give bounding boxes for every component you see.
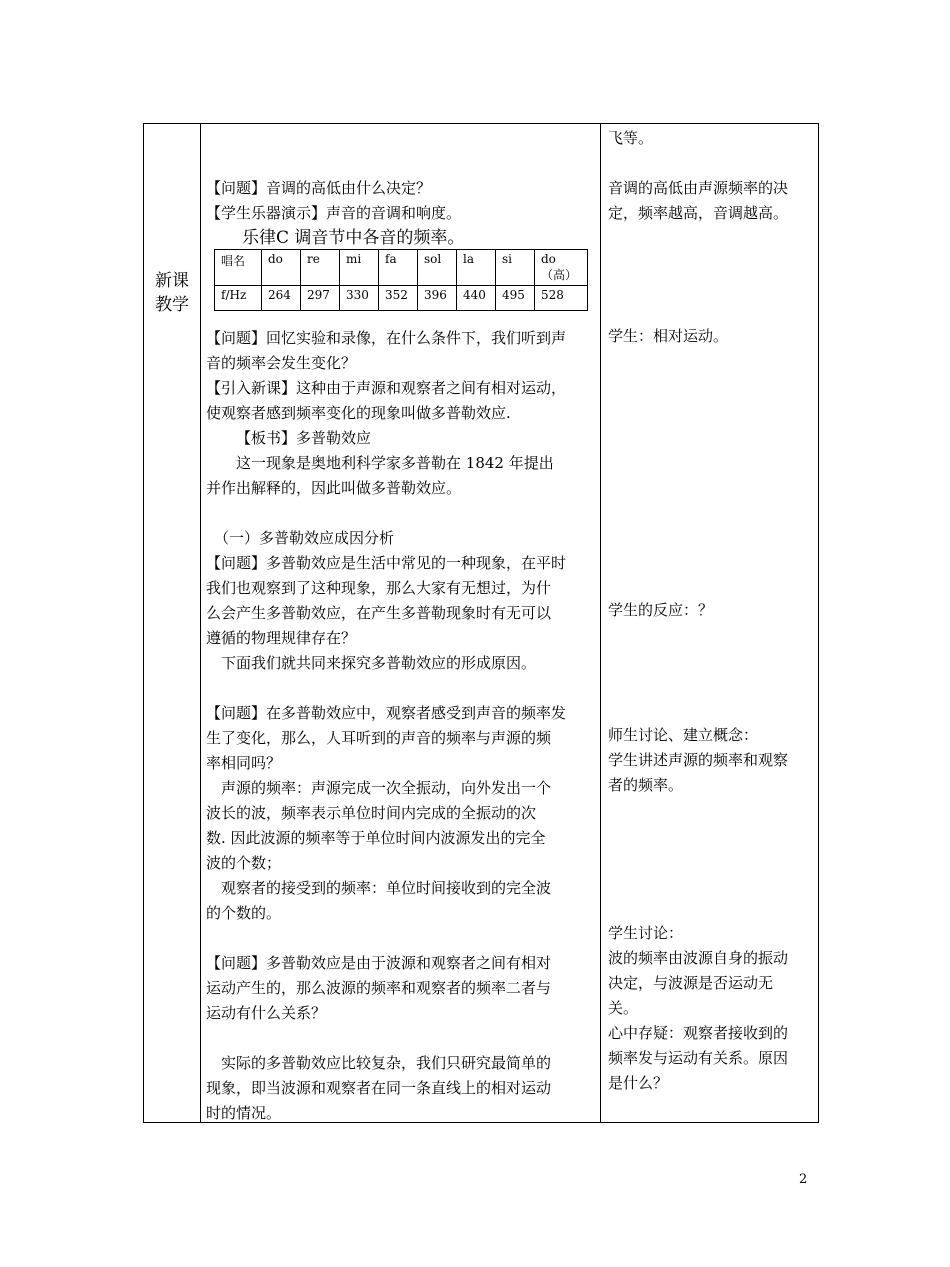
answer-pitch-line2: 定，频率越高，音调越高。 xyxy=(608,204,789,222)
table-cell: sol xyxy=(418,250,457,286)
section-label-line1: 新课 xyxy=(155,271,189,291)
board-heading: 【板书】多普勒效应 xyxy=(236,429,372,447)
student-activity-4 xyxy=(608,723,814,798)
student-discussion-line7: 是什么？ xyxy=(608,1074,669,1092)
table-cell: 唱名 xyxy=(215,250,262,286)
real-case-line1: 实际的多普勒效应比较复杂，我们只研究最简单的 xyxy=(221,1054,552,1072)
question-pitch: 【问题】音调的高低由什么决定？ xyxy=(206,179,432,197)
question-doppler-line3: 么会产生多普勒效应，在产生多普勒现象时有无可以 xyxy=(206,604,552,622)
table-cell: 297 xyxy=(301,286,340,311)
table-cell: 495 xyxy=(496,286,535,311)
question-doppler-line1: 【问题】多普勒效应是生活中常见的一种现象，在平时 xyxy=(206,554,567,572)
table-row xyxy=(215,286,588,311)
student-discussion-line5: 心中存疑：观察者接收到的 xyxy=(608,1024,789,1042)
column-divider-2 xyxy=(600,124,601,1122)
student-activity-top xyxy=(608,126,814,151)
table-cell: 440 xyxy=(457,286,496,311)
lesson-table xyxy=(143,123,819,1123)
table-cell: mi xyxy=(340,250,379,286)
student-discussion-line6: 频率发与运动有关系。原因 xyxy=(608,1049,789,1067)
real-case-line2: 现象，即当波源和观察者在同一条直线上的相对运动 xyxy=(206,1079,552,1097)
table-cell-subtext: （高） xyxy=(541,268,578,282)
table-cell-high-do xyxy=(535,250,588,286)
student-activity-2 xyxy=(608,324,814,349)
frequency-table xyxy=(214,249,588,311)
discussion-line2: 学生讲述声源的频率和观察 xyxy=(608,751,789,769)
student-activity-3 xyxy=(608,598,814,623)
table-cell: re xyxy=(301,250,340,286)
table-cell: 264 xyxy=(262,286,301,311)
table-cell: 352 xyxy=(379,286,418,311)
page-number: 2 xyxy=(799,1172,808,1187)
table-cell: 330 xyxy=(340,286,379,311)
answer-reaction: 学生的反应：？ xyxy=(608,601,714,619)
column-divider-1 xyxy=(200,124,201,1122)
history-line2: 并作出解释的，因此叫做多普勒效应。 xyxy=(206,479,462,497)
table-cell-text: do xyxy=(541,252,556,266)
source-frequency-line1: 声源的频率：声源完成一次全振动，向外发出一个 xyxy=(221,779,552,797)
activity-continued: 飞等。 xyxy=(608,129,654,147)
student-discussion-line3: 决定，与波源是否运动无 xyxy=(608,974,774,992)
observer-frequency-line2: 的个数的。 xyxy=(206,904,282,922)
discussion-line3: 者的频率。 xyxy=(608,776,684,794)
question-recall-line1: 【问题】回忆实验和录像，在什么条件下，我们听到声 xyxy=(206,329,567,347)
student-discussion-line2: 波的频率由波源自身的振动 xyxy=(608,949,789,967)
question-relation-line1: 【问题】多普勒效应是由于波源和观察者之间有相对 xyxy=(206,954,552,972)
table-cell: fa xyxy=(379,250,418,286)
discussion-line1: 师生讨论、建立概念： xyxy=(608,726,759,744)
section-heading: （一）多普勒效应成因分析 xyxy=(214,529,395,547)
question-recall-line2: 音的频率会发生变化？ xyxy=(206,354,357,372)
source-frequency-line4: 波的个数； xyxy=(206,854,282,872)
section-label xyxy=(144,269,200,317)
table-cell: 396 xyxy=(418,286,457,311)
table-cell: si xyxy=(496,250,535,286)
intro-line2: 使观察者感到频率变化的现象叫做多普勒效应. xyxy=(206,404,511,422)
question-doppler-line4: 遵循的物理规律存在？ xyxy=(206,629,357,647)
question-relation-line3: 运动有什么关系？ xyxy=(206,1004,327,1022)
question-frequency-line3: 率相同吗？ xyxy=(206,754,282,772)
teaching-content-top xyxy=(206,176,594,226)
instrument-demo: 【学生乐器演示】声音的音调和响度。 xyxy=(206,204,462,222)
table-cell: la xyxy=(457,250,496,286)
student-discussion-line4: 关。 xyxy=(608,999,639,1017)
answer-pitch-line1: 音调的高低由声源频率的决 xyxy=(608,179,789,197)
question-frequency-line2: 生了变化，那么，人耳听到的声音的频率与声源的频 xyxy=(206,729,552,747)
student-activity-5 xyxy=(608,921,814,1096)
student-discussion-line1: 学生讨论： xyxy=(608,924,684,942)
table-cell: do xyxy=(262,250,301,286)
question-relation-line2: 运动产生的，那么波源的频率和观察者的频率二者与 xyxy=(206,979,552,997)
table-cell: f/Hz xyxy=(215,286,262,311)
section-label-line2: 教学 xyxy=(155,295,189,315)
scale-title: 乐律C 调音节中各音的频率。 xyxy=(242,228,465,248)
question-frequency-line1: 【问题】在多普勒效应中，观察者感受到声音的频率发 xyxy=(206,704,567,722)
answer-relative-motion: 学生：相对运动。 xyxy=(608,327,729,345)
source-frequency-line2: 波长的波，频率表示单位时间内完成的全振动的次 xyxy=(206,804,537,822)
student-activity-1 xyxy=(608,176,814,226)
question-doppler-line2: 我们也观察到了这种现象，那么大家有无想过，为什 xyxy=(206,579,552,597)
source-frequency-line3: 数. 因此波源的频率等于单位时间内波源发出的完全 xyxy=(206,829,546,847)
table-cell: 528 xyxy=(535,286,588,311)
table-row xyxy=(215,250,588,286)
explore-line: 下面我们就共同来探究多普勒效应的形成原因。 xyxy=(221,654,537,672)
observer-frequency-line1: 观察者的接受到的频率：单位时间接收到的完全波 xyxy=(221,879,552,897)
intro-line1: 【引入新课】这种由于声源和观察者之间有相对运动， xyxy=(206,379,567,397)
history-line1: 这一现象是奥地利科学家多普勒在 1842 年提出 xyxy=(236,454,554,472)
teaching-content-main xyxy=(206,326,594,1126)
real-case-line3: 时的情况。 xyxy=(206,1104,282,1122)
